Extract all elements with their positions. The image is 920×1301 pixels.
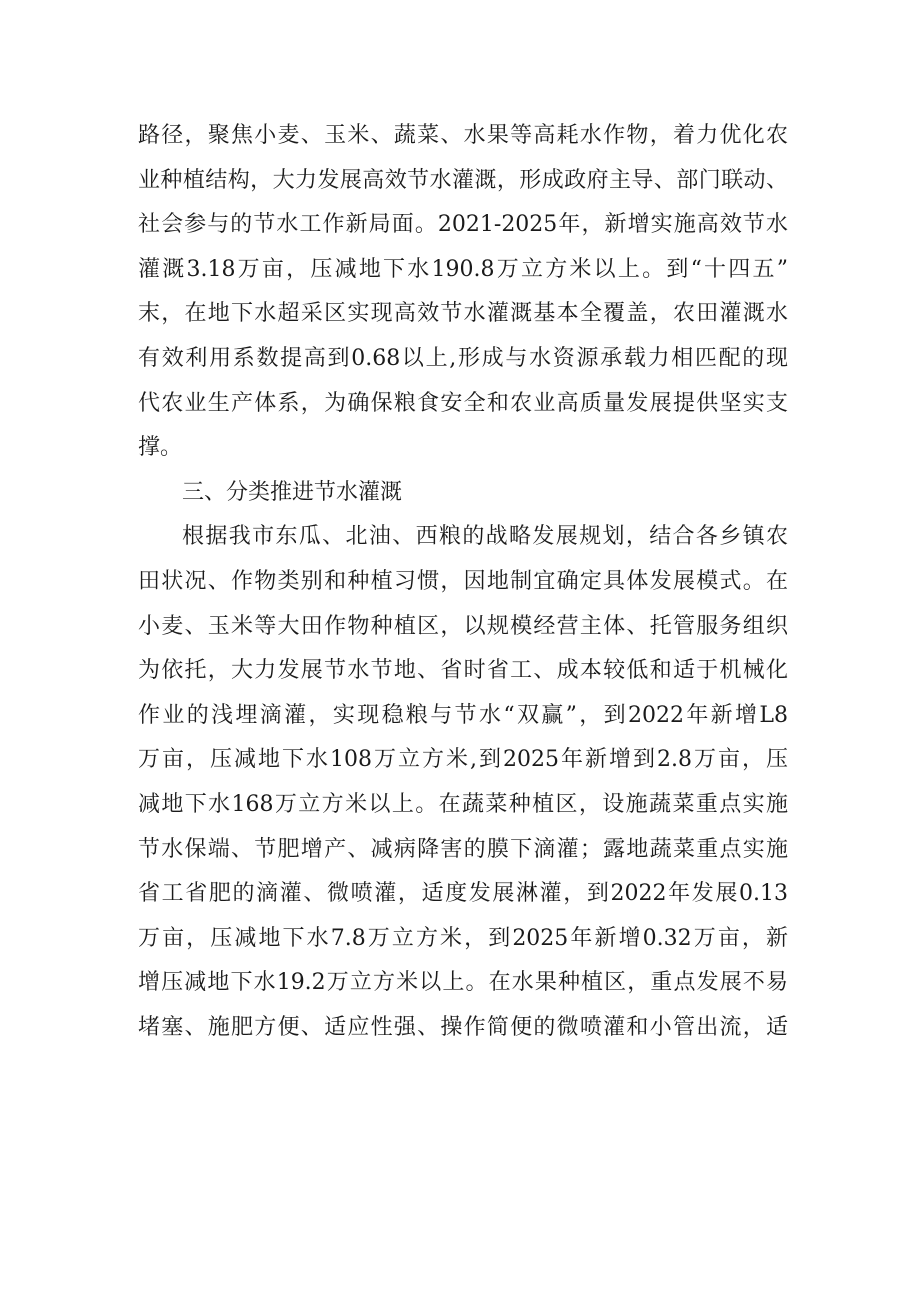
paragraph-line: 省工省肥的滴灌、微喷灌，适度发展淋灌，到2022年发展0.13 [138, 881, 788, 907]
paragraph-line: 节水保端、节肥增产、减病降害的膜下滴灌；露地蔬菜重点实施 [138, 836, 788, 862]
paragraph-line: 小麦、玉米等大田作物种植区，以规模经营主体、托管服务组织 [138, 613, 788, 639]
section-heading: 三、分类推进节水灌溉 [182, 479, 403, 505]
paragraph-line: 路径，聚焦小麦、玉米、蔬菜、水果等高耗水作物，着力优化农 [138, 123, 788, 148]
paragraph-2 [138, 515, 788, 1050]
paragraph-line: 有效利用系数提高到0.68以上,形成与水资源承载力相匹配的现 [138, 345, 788, 371]
paragraph-line: 堵塞、施肥方便、适应性强、操作简便的微喷灌和小管出流，适 [138, 1014, 788, 1040]
paragraph-line: 万亩，压减地下水7.8万立方米，到2025年新增0.32万亩，新 [138, 925, 788, 951]
paragraph-line: 减地下水168万立方米以上。在蔬菜种植区，设施蔬菜重点实施 [138, 791, 788, 817]
document-body [138, 114, 788, 1050]
paragraph-line: 业种植结构，大力发展高效节水灌溉，形成政府主导、部门联动、 [138, 167, 788, 193]
paragraph-line: 田状况、作物类别和种植习惯，因地制宜确定具体发展模式。在 [138, 568, 788, 594]
paragraph-line: 社会参与的节水工作新局面。2021-2025年，新增实施高效节水 [138, 212, 788, 238]
paragraph-line: 作业的浅埋滴灌，实现稳粮与节水“双赢”，到2022年新增L8 [138, 702, 788, 728]
paragraph-1 [138, 114, 788, 471]
paragraph-line: 灌溉3.18万亩，压减地下水190.8万立方米以上。到“十四五” [138, 256, 788, 282]
paragraph-line: 末，在地下水超采区实现高效节水灌溉基本全覆盖，农田灌溉水 [138, 301, 788, 327]
paragraph-line: 代农业生产体系，为确保粮食安全和农业高质量发展提供坚实支 [138, 390, 788, 416]
paragraph-line: 根据我市东瓜、北油、西粮的战略发展规划，结合各乡镇农 [182, 524, 788, 550]
paragraph-line: 撑。 [138, 435, 183, 461]
paragraph-line: 为依托，大力发展节水节地、省时省工、成本较低和适于机械化 [138, 658, 788, 684]
paragraph-line: 万亩，压减地下水108万立方米,到2025年新增到2.8万亩，压 [138, 747, 788, 773]
paragraph-line: 增压减地下水19.2万立方米以上。在水果种植区，重点发展不易 [138, 970, 788, 996]
